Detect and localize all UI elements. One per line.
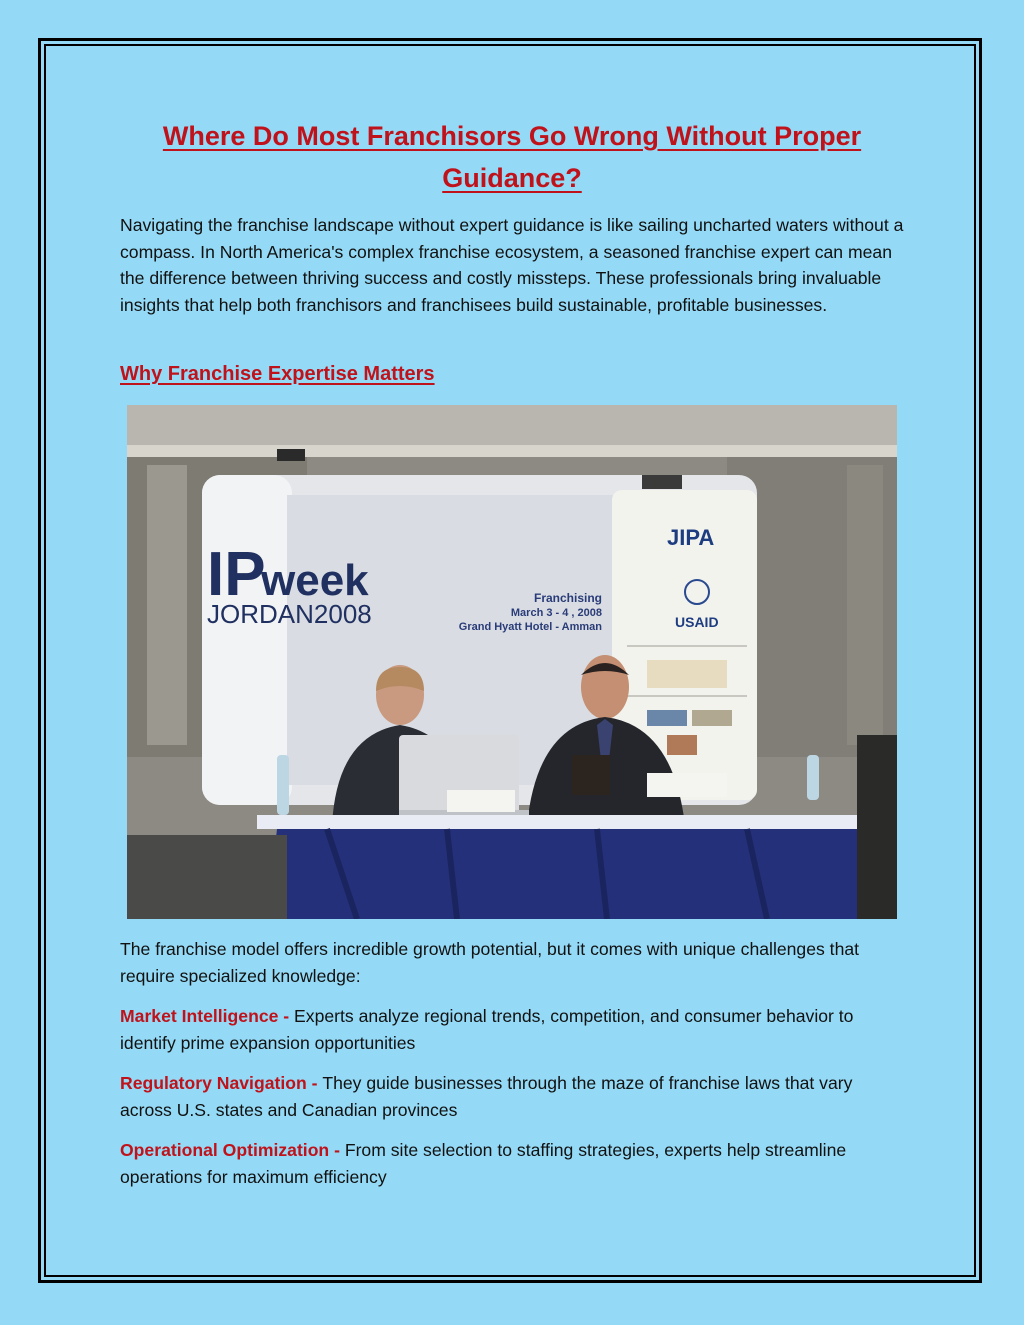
event-title: Franchising	[533, 591, 602, 605]
point-label: Operational Optimization -	[120, 1140, 345, 1160]
intro-paragraph: Navigating the franchise landscape without expert guidance is like sailing uncharted waters without a compass. In North America's complex franchise ecosystem, a seasoned franchise expert can mean the difference between thriving success and costly missteps. These professionals bring invaluable insights that help both franchisors and franchisees build sustainable, profitable businesses.	[120, 215, 904, 315]
point-operational-optimization	[120, 1137, 890, 1190]
body-paragraph: The franchise model offers incredible growth potential, but it comes with unique challenges that require specialized knowledge:	[120, 939, 860, 986]
point-text: Experts analyze regional trends, competition, and consumer behavior to identify prime expansion opportunities	[120, 1006, 854, 1053]
point-text: They guide businesses through the maze of franchise laws that vary across U.S. states and Canadian provinces	[120, 1073, 853, 1120]
event-venue: Grand Hyatt Hotel - Amman	[458, 621, 602, 633]
sponsor-logo-jipa: JIPA	[667, 525, 715, 550]
point-market-intelligence	[120, 1003, 890, 1056]
point-label: Regulatory Navigation -	[120, 1073, 323, 1093]
point-label: Market Intelligence -	[120, 1006, 295, 1026]
water-bottle	[277, 755, 289, 815]
banner-ip: IP	[207, 540, 266, 609]
conference-photo-illustration	[127, 405, 897, 919]
conference-photo	[127, 405, 897, 919]
article-title: Where Do Most Franchisors Go Wrong Without Proper Guidance?	[162, 121, 862, 193]
point-text: From site selection to staffing strategies, experts help streamline operations for maximum efficiency	[120, 1140, 847, 1187]
banner-week: week	[261, 556, 369, 605]
table-cloth	[267, 829, 897, 919]
sponsor-logo-usaid: USAID	[675, 614, 719, 630]
section-heading: Why Franchise Expertise Matters	[120, 363, 435, 385]
event-dates: March 3 - 4 , 2008	[510, 607, 602, 619]
point-regulatory-navigation	[120, 1070, 890, 1123]
banner-jordan: JORDAN2008	[207, 599, 372, 629]
